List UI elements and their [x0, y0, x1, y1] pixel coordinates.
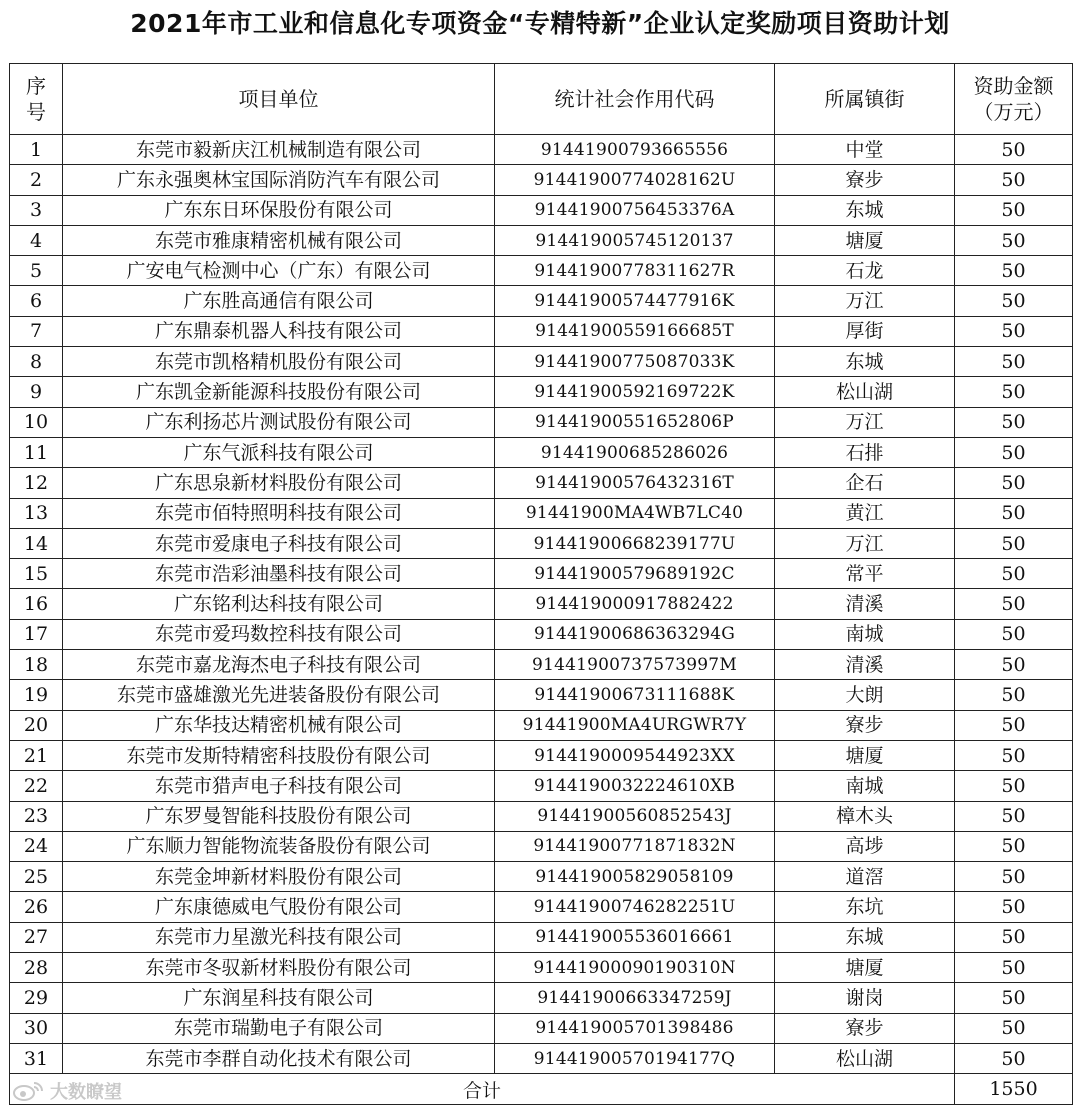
table-row [10, 771, 1073, 801]
row-town: 南城 [775, 771, 955, 801]
row-code: 914419005745120137 [495, 225, 775, 255]
row-town: 大朗 [775, 680, 955, 710]
row-amount: 50 [955, 286, 1073, 316]
table-row [10, 710, 1073, 740]
row-index: 31 [10, 1043, 63, 1073]
row-index: 24 [10, 831, 63, 861]
row-code: 91441900673111688K [495, 680, 775, 710]
row-town: 中堂 [775, 135, 955, 165]
row-company: 东莞市嘉龙海杰电子科技有限公司 [63, 650, 495, 680]
row-company: 广东康德威电气股份有限公司 [63, 892, 495, 922]
header-amount [955, 64, 1073, 135]
table-row [10, 407, 1073, 437]
row-town: 清溪 [775, 589, 955, 619]
row-amount: 50 [955, 528, 1073, 558]
header-town: 所属镇街 [775, 64, 955, 135]
row-code: 914419005829058109 [495, 862, 775, 892]
table-row [10, 801, 1073, 831]
row-code: 914419000917882422 [495, 589, 775, 619]
row-index: 2 [10, 165, 63, 195]
row-code: 91441900778311627R [495, 256, 775, 286]
row-company: 广东永强奥林宝国际消防汽车有限公司 [63, 165, 495, 195]
funding-table [9, 63, 1073, 1105]
row-town: 东坑 [775, 892, 955, 922]
table-row [10, 922, 1073, 952]
table-header-row [10, 64, 1073, 135]
row-town: 寮步 [775, 1013, 955, 1043]
row-amount: 50 [955, 559, 1073, 589]
table-row [10, 135, 1073, 165]
row-amount: 50 [955, 1043, 1073, 1073]
table-row [10, 347, 1073, 377]
row-code: 91441900576432316T [495, 468, 775, 498]
total-row [10, 1074, 1073, 1105]
row-code: 91441900793665556 [495, 135, 775, 165]
row-amount: 50 [955, 771, 1073, 801]
row-town: 塘厦 [775, 225, 955, 255]
row-town: 塘厦 [775, 740, 955, 770]
row-town: 松山湖 [775, 377, 955, 407]
row-town: 常平 [775, 559, 955, 589]
row-amount: 50 [955, 165, 1073, 195]
table-row [10, 165, 1073, 195]
row-amount: 50 [955, 135, 1073, 165]
row-amount: 50 [955, 589, 1073, 619]
row-amount: 50 [955, 650, 1073, 680]
row-company: 广东罗曼智能科技股份有限公司 [63, 801, 495, 831]
header-index-text: 序 号 [26, 74, 46, 124]
row-company: 广东利扬芯片测试股份有限公司 [63, 407, 495, 437]
table-row [10, 316, 1073, 346]
row-amount: 50 [955, 922, 1073, 952]
table-row [10, 1013, 1073, 1043]
row-amount: 50 [955, 619, 1073, 649]
table-row [10, 862, 1073, 892]
watermark-text: 大数瞭望 [50, 1082, 122, 1103]
row-code: 91441900771871832N [495, 831, 775, 861]
row-index: 23 [10, 801, 63, 831]
table-row [10, 377, 1073, 407]
row-company: 东莞市李群自动化技术有限公司 [63, 1043, 495, 1073]
row-index: 28 [10, 953, 63, 983]
row-index: 29 [10, 983, 63, 1013]
row-code: 91441900756453376A [495, 195, 775, 225]
row-town: 谢岗 [775, 983, 955, 1013]
row-company: 广东胜高通信有限公司 [63, 286, 495, 316]
table-row [10, 650, 1073, 680]
row-code: 9144190032224610XB [495, 771, 775, 801]
row-code: 91441900559166685T [495, 316, 775, 346]
row-amount: 50 [955, 1013, 1073, 1043]
header-code: 统计社会作用代码 [495, 64, 775, 135]
row-town: 道滘 [775, 862, 955, 892]
row-company: 东莞市猎声电子科技有限公司 [63, 771, 495, 801]
row-amount: 50 [955, 468, 1073, 498]
row-amount: 50 [955, 710, 1073, 740]
table-row [10, 468, 1073, 498]
row-amount: 50 [955, 831, 1073, 861]
row-town: 清溪 [775, 650, 955, 680]
row-amount: 50 [955, 740, 1073, 770]
row-town: 塘厦 [775, 953, 955, 983]
row-index: 3 [10, 195, 63, 225]
row-town: 东城 [775, 922, 955, 952]
row-company: 广东华技达精密机械有限公司 [63, 710, 495, 740]
row-index: 20 [10, 710, 63, 740]
row-town: 南城 [775, 619, 955, 649]
row-index: 27 [10, 922, 63, 952]
row-company: 广东润星科技有限公司 [63, 983, 495, 1013]
row-company: 广东凯金新能源科技股份有限公司 [63, 377, 495, 407]
row-index: 13 [10, 498, 63, 528]
table-row [10, 528, 1073, 558]
row-company: 广东顺力智能物流装备股份有限公司 [63, 831, 495, 861]
row-amount: 50 [955, 498, 1073, 528]
row-town: 樟木头 [775, 801, 955, 831]
row-index: 21 [10, 740, 63, 770]
row-index: 8 [10, 347, 63, 377]
row-code: 91441900668239177U [495, 528, 775, 558]
header-company: 项目单位 [63, 64, 495, 135]
row-index: 25 [10, 862, 63, 892]
row-amount: 50 [955, 862, 1073, 892]
row-company: 广东鼎泰机器人科技有限公司 [63, 316, 495, 346]
row-amount: 50 [955, 892, 1073, 922]
row-index: 15 [10, 559, 63, 589]
table-row [10, 256, 1073, 286]
row-index: 19 [10, 680, 63, 710]
header-index [10, 64, 63, 135]
row-company: 广东东日环保股份有限公司 [63, 195, 495, 225]
row-index: 14 [10, 528, 63, 558]
row-amount: 50 [955, 680, 1073, 710]
row-code: 91441900574477916K [495, 286, 775, 316]
row-amount: 50 [955, 953, 1073, 983]
row-town: 松山湖 [775, 1043, 955, 1073]
row-code: 91441900774028162U [495, 165, 775, 195]
row-amount: 50 [955, 347, 1073, 377]
row-company: 东莞市力星激光科技有限公司 [63, 922, 495, 952]
table-row [10, 195, 1073, 225]
table-row [10, 589, 1073, 619]
row-amount: 50 [955, 225, 1073, 255]
table-row [10, 831, 1073, 861]
table-row [10, 892, 1073, 922]
row-amount: 50 [955, 256, 1073, 286]
table-row [10, 953, 1073, 983]
row-index: 17 [10, 619, 63, 649]
table-row [10, 619, 1073, 649]
row-index: 1 [10, 135, 63, 165]
row-index: 26 [10, 892, 63, 922]
row-code: 91441900579689192C [495, 559, 775, 589]
table-row [10, 498, 1073, 528]
row-town: 厚街 [775, 316, 955, 346]
row-code: 91441900737573997M [495, 650, 775, 680]
row-index: 12 [10, 468, 63, 498]
row-company: 东莞市凯格精机股份有限公司 [63, 347, 495, 377]
row-code: 91441900090190310N [495, 953, 775, 983]
row-town: 万江 [775, 528, 955, 558]
table-row [10, 680, 1073, 710]
row-town: 寮步 [775, 710, 955, 740]
row-company: 东莞市盛雄激光先进装备股份有限公司 [63, 680, 495, 710]
row-code: 91441900560852543J [495, 801, 775, 831]
row-company: 广安电气检测中心（广东）有限公司 [63, 256, 495, 286]
row-index: 7 [10, 316, 63, 346]
row-amount: 50 [955, 377, 1073, 407]
table-row [10, 983, 1073, 1013]
page-title: 2021年市工业和信息化专项资金“专精特新”企业认定奖励项目资助计划 [130, 9, 950, 38]
row-code: 91441900685286026 [495, 437, 775, 467]
row-index: 4 [10, 225, 63, 255]
row-code: 9144190009544923XX [495, 740, 775, 770]
total-amount: 1550 [955, 1074, 1073, 1105]
row-company: 广东气派科技有限公司 [63, 437, 495, 467]
row-index: 22 [10, 771, 63, 801]
row-company: 东莞市瑞勤电子有限公司 [63, 1013, 495, 1043]
weibo-logo-icon [12, 1079, 46, 1103]
row-amount: 50 [955, 983, 1073, 1013]
row-company: 东莞市冬驭新材料股份有限公司 [63, 953, 495, 983]
row-town: 寮步 [775, 165, 955, 195]
row-town: 企石 [775, 468, 955, 498]
row-amount: 50 [955, 195, 1073, 225]
row-company: 广东铭利达科技有限公司 [63, 589, 495, 619]
table-row [10, 225, 1073, 255]
row-amount: 50 [955, 407, 1073, 437]
row-company: 广东思泉新材料股份有限公司 [63, 468, 495, 498]
row-amount: 50 [955, 801, 1073, 831]
row-town: 东城 [775, 195, 955, 225]
row-index: 6 [10, 286, 63, 316]
row-amount: 50 [955, 437, 1073, 467]
row-index: 30 [10, 1013, 63, 1043]
table-row [10, 437, 1073, 467]
table-row [10, 1043, 1073, 1073]
row-code: 91441900746282251U [495, 892, 775, 922]
row-code: 91441900775087033K [495, 347, 775, 377]
row-town: 万江 [775, 407, 955, 437]
row-index: 9 [10, 377, 63, 407]
row-company: 东莞市爱康电子科技有限公司 [63, 528, 495, 558]
row-code: 914419005701398486 [495, 1013, 775, 1043]
row-code: 91441900551652806P [495, 407, 775, 437]
table-row [10, 559, 1073, 589]
table-row [10, 286, 1073, 316]
row-town: 万江 [775, 286, 955, 316]
row-code: 91441900MA4URGWR7Y [495, 710, 775, 740]
row-company: 东莞市毅新庆江机械制造有限公司 [63, 135, 495, 165]
row-code: 91441900MA4WB7LC40 [495, 498, 775, 528]
row-index: 16 [10, 589, 63, 619]
total-label: 合计 [10, 1074, 955, 1105]
watermark [12, 1078, 122, 1104]
row-amount: 50 [955, 316, 1073, 346]
row-town: 高埗 [775, 831, 955, 861]
row-company: 东莞市雅康精密机械有限公司 [63, 225, 495, 255]
row-company: 东莞市佰特照明科技有限公司 [63, 498, 495, 528]
row-index: 10 [10, 407, 63, 437]
row-index: 11 [10, 437, 63, 467]
row-company: 东莞市发斯特精密科技股份有限公司 [63, 740, 495, 770]
table-row [10, 740, 1073, 770]
row-town: 石排 [775, 437, 955, 467]
header-amount-text: 资助金额 （万元） [973, 74, 1054, 124]
row-company: 东莞金坤新材料股份有限公司 [63, 862, 495, 892]
row-town: 黄江 [775, 498, 955, 528]
row-company: 东莞市爱玛数控科技有限公司 [63, 619, 495, 649]
row-town: 东城 [775, 347, 955, 377]
row-index: 5 [10, 256, 63, 286]
row-code: 91441900570194177Q [495, 1043, 775, 1073]
row-index: 18 [10, 650, 63, 680]
row-code: 914419005536016661 [495, 922, 775, 952]
row-town: 石龙 [775, 256, 955, 286]
row-company: 东莞市浩彩油墨科技有限公司 [63, 559, 495, 589]
row-code: 91441900663347259J [495, 983, 775, 1013]
row-code: 91441900686363294G [495, 619, 775, 649]
row-code: 91441900592169722K [495, 377, 775, 407]
